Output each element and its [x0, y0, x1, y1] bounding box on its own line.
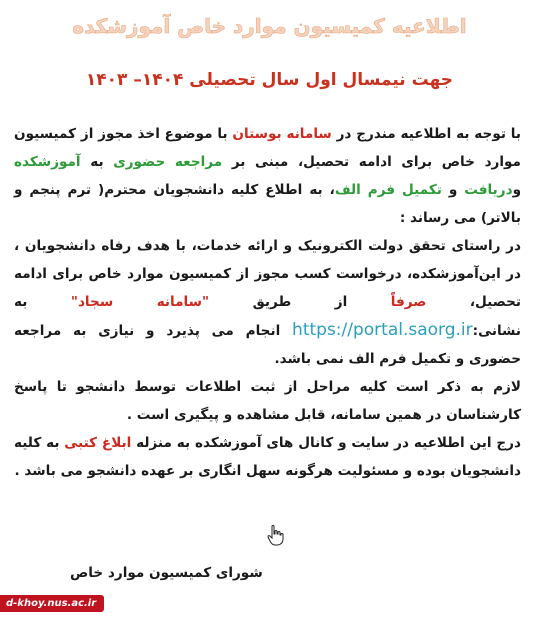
hand-pointer-icon — [266, 524, 284, 546]
text-segment: درج این اطلاعیه در سایت و کانال های آموزشکده به منزله — [131, 435, 521, 451]
portal-link[interactable]: https://portal.saorg.ir — [292, 320, 473, 340]
highlight-form-alef: تکمیل فرم الف — [334, 182, 442, 198]
paragraph-intro — [14, 120, 521, 232]
text-segment: با موضوع اخذ مجوز از کمیسیون موارد خاص برای ادامه تحصیل، مبنی بر — [14, 126, 521, 170]
page-title: اطلاعیه کمیسیون موارد خاص آموزشکده — [72, 14, 467, 38]
highlight-sampad-bustan: سامانه بوستان — [232, 126, 332, 142]
highlight-in-person: مراجعه حضوری — [113, 154, 223, 170]
highlight-sajad-system: "سامانه سجاد" — [70, 294, 210, 310]
text-segment: با توجه به اطلاعیه مندرج در — [331, 126, 521, 142]
text-segment: به نشانی: — [14, 294, 521, 339]
highlight-only: صرفاً — [390, 294, 427, 310]
text-segment: و — [512, 182, 522, 198]
announcement-body — [14, 120, 521, 485]
text-segment: انجام می پذیرد و نیازی به مراجعه حضوری و تکمیل فرم الف نمی باشد. — [14, 323, 521, 367]
highlight-written-notice: ابلاغ کتبی — [64, 435, 132, 451]
text-segment: به کلیه دانشجویان بوده و مسئولیت هرگونه سهل انگاری بر عهده دانشجو می باشد . — [14, 435, 521, 479]
paragraph-procedure — [14, 232, 521, 373]
highlight-school: آموزشکده — [14, 154, 81, 170]
paragraph-tracking: لازم به ذکر است کلیه مراحل از ثبت اطلاعات توسط دانشجو تا پاسخ کارشناسان در همین سامانه، قابل مشاهده و پیگیری است . — [14, 379, 521, 423]
text-segment: ، به اطلاع کلیه دانشجویان محترم( ترم پنجم و بالاتر) می رساند : — [14, 182, 521, 226]
site-watermark: d-khoy.nus.ac.ir — [0, 595, 104, 612]
text-segment: به — [80, 154, 114, 170]
highlight-receive: دریافت — [464, 182, 513, 198]
signature: شورای کمیسیون موارد خاص — [70, 565, 263, 581]
text-segment: و — [441, 182, 465, 198]
text-segment: از طریق — [209, 294, 391, 310]
text-segment: در راستای تحقق دولت الکترونیک و ارائه خدمات، با هدف رفاه دانشجویان ، در این‌آموزشکده، درخواست کسب مجوز از کمیسیون موارد خاص برای ادامه تحصیل، — [14, 238, 521, 310]
page-subtitle: جهت نیمسال اول سال تحصیلی ۱۴۰۴– ۱۴۰۳ — [85, 70, 454, 90]
paragraph-notification — [14, 429, 521, 485]
